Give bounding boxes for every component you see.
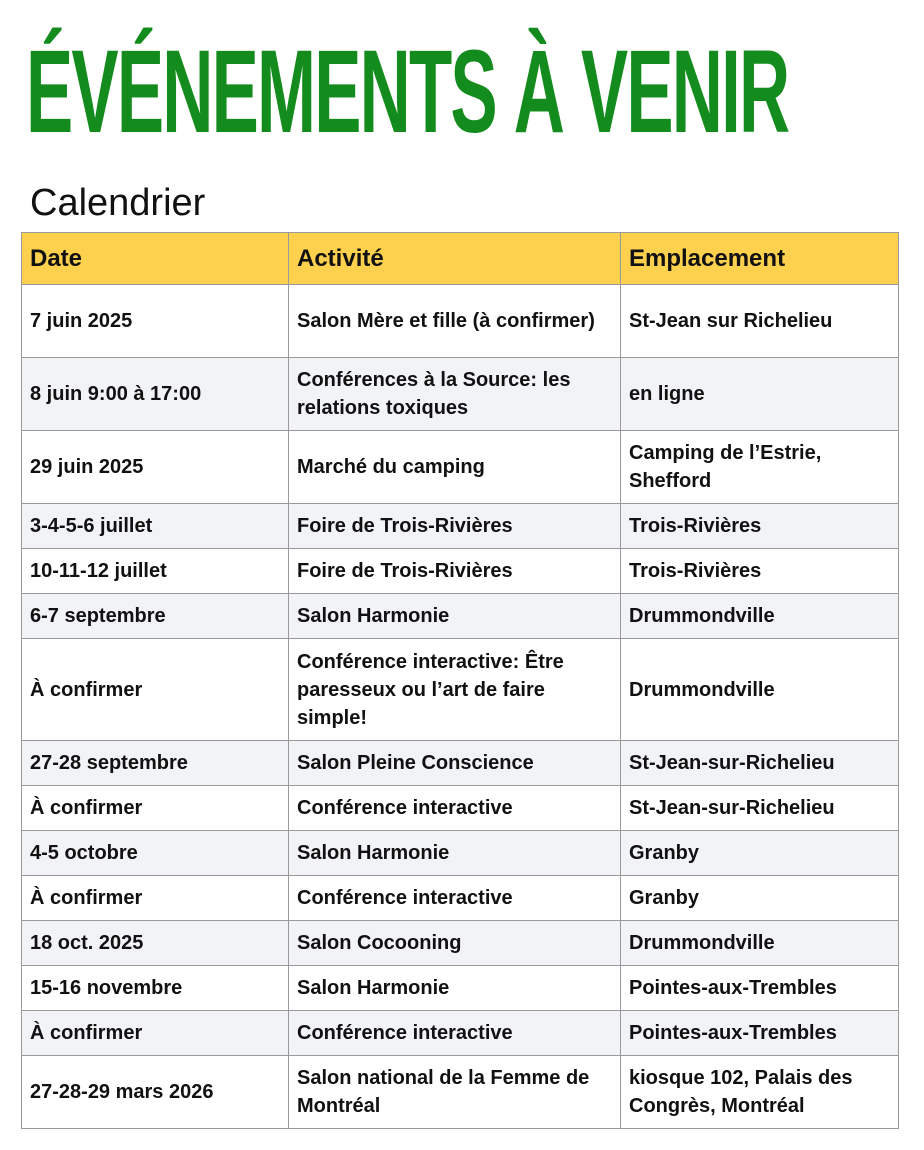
cell-location: kiosque 102, Palais des Congrès, Montréal: [621, 1056, 899, 1129]
cell-date: À confirmer: [22, 639, 289, 741]
cell-activity: Salon national de la Femme de Montréal: [289, 1056, 621, 1129]
cell-date: 7 juin 2025: [22, 285, 289, 358]
table-row: [22, 831, 899, 876]
cell-location: Drummondville: [621, 594, 899, 639]
table-row: [22, 358, 899, 431]
events-table: [21, 232, 899, 1129]
table-row: [22, 741, 899, 786]
cell-date: 6-7 septembre: [22, 594, 289, 639]
table-row: [22, 504, 899, 549]
cell-location: Drummondville: [621, 639, 899, 741]
cell-activity: Salon Cocooning: [289, 921, 621, 966]
cell-date: 8 juin 9:00 à 17:00: [22, 358, 289, 431]
cell-activity: Marché du camping: [289, 431, 621, 504]
cell-date: 27-28-29 mars 2026: [22, 1056, 289, 1129]
table-row: [22, 639, 899, 741]
cell-location: Trois-Rivières: [621, 504, 899, 549]
cell-activity: Conférence interactive: [289, 876, 621, 921]
cell-date: 29 juin 2025: [22, 431, 289, 504]
cell-activity: Foire de Trois-Rivières: [289, 504, 621, 549]
cell-activity: Conférence interactive: [289, 786, 621, 831]
cell-location: St-Jean-sur-Richelieu: [621, 741, 899, 786]
cell-date: 18 oct. 2025: [22, 921, 289, 966]
cell-activity: Foire de Trois-Rivières: [289, 549, 621, 594]
cell-date: À confirmer: [22, 786, 289, 831]
cell-location: Pointes-aux-Trembles: [621, 1011, 899, 1056]
cell-date: 4-5 octobre: [22, 831, 289, 876]
page-title: ÉVÉNEMENTS À VENIR: [26, 26, 789, 158]
cell-location: Trois-Rivières: [621, 549, 899, 594]
cell-location: St-Jean sur Richelieu: [621, 285, 899, 358]
cell-activity: Salon Pleine Conscience: [289, 741, 621, 786]
cell-date: 27-28 septembre: [22, 741, 289, 786]
cell-activity: Salon Mère et fille (à confirmer): [289, 285, 621, 358]
cell-date: 10-11-12 juillet: [22, 549, 289, 594]
table-row: [22, 786, 899, 831]
column-header-date: Date: [22, 233, 289, 285]
cell-location: Pointes-aux-Trembles: [621, 966, 899, 1011]
table-row: [22, 1056, 899, 1129]
table-row: [22, 594, 899, 639]
cell-activity: Salon Harmonie: [289, 966, 621, 1011]
cell-date: 3-4-5-6 juillet: [22, 504, 289, 549]
cell-location: Granby: [621, 831, 899, 876]
cell-location: en ligne: [621, 358, 899, 431]
cell-date: À confirmer: [22, 876, 289, 921]
table-header-row: [22, 233, 899, 285]
cell-activity: Salon Harmonie: [289, 594, 621, 639]
column-header-activity: Activité: [289, 233, 621, 285]
cell-activity: Conférences à la Source: les relations toxiques: [289, 358, 621, 431]
cell-activity: Salon Harmonie: [289, 831, 621, 876]
cell-location: St-Jean-sur-Richelieu: [621, 786, 899, 831]
column-header-location: Emplacement: [621, 233, 899, 285]
table-row: [22, 876, 899, 921]
table-row: [22, 921, 899, 966]
cell-location: Camping de l’Estrie, Shefford: [621, 431, 899, 504]
cell-location: Drummondville: [621, 921, 899, 966]
cell-date: 15-16 novembre: [22, 966, 289, 1011]
table-row: [22, 1011, 899, 1056]
cell-location: Granby: [621, 876, 899, 921]
cell-activity: Conférence interactive: Être paresseux ou l’art de faire simple!: [289, 639, 621, 741]
cell-activity: Conférence interactive: [289, 1011, 621, 1056]
table-row: [22, 549, 899, 594]
table-row: [22, 966, 899, 1011]
cell-date: À confirmer: [22, 1011, 289, 1056]
events-table-container: [21, 232, 898, 1129]
table-row: [22, 431, 899, 504]
table-row: [22, 285, 899, 358]
calendar-subtitle: Calendrier: [30, 182, 206, 224]
